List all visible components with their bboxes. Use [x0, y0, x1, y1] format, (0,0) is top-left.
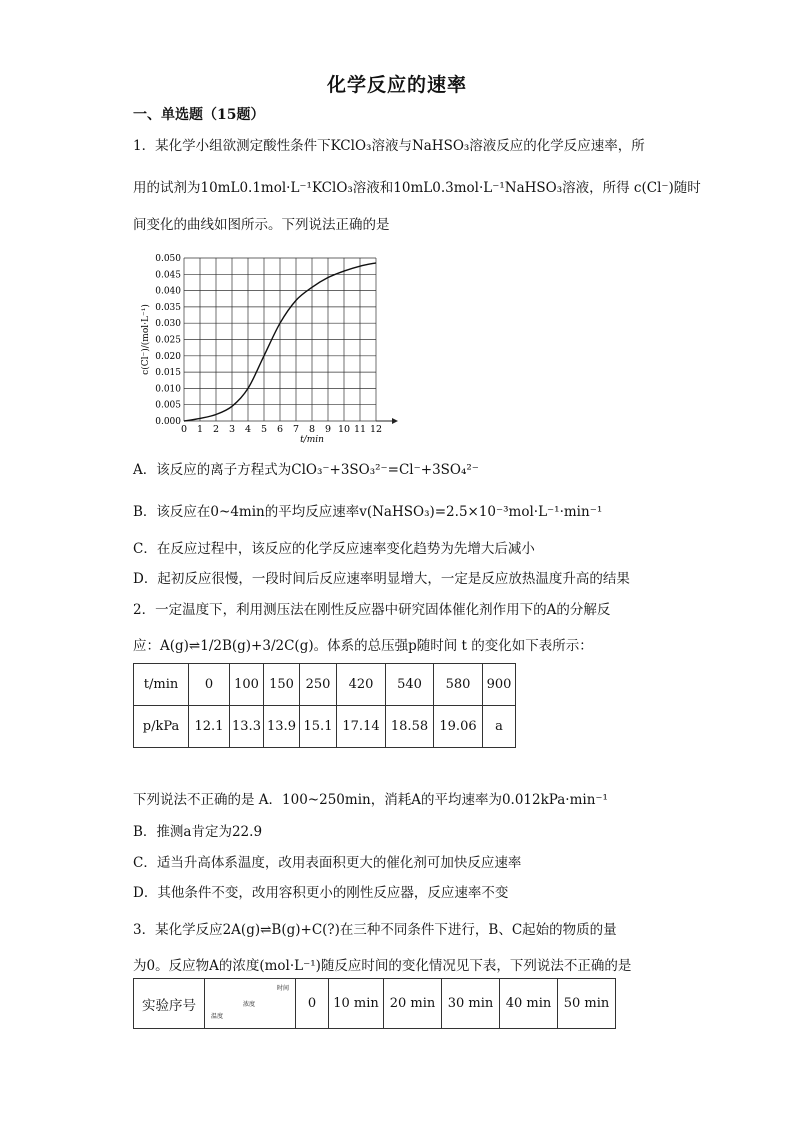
y-tick-label: 0.015	[155, 368, 181, 379]
table-row	[134, 664, 516, 706]
table-cell: 0	[189, 664, 230, 706]
table-cell: 20 min	[384, 979, 442, 1029]
table-cell: 13.3	[230, 706, 264, 748]
page-title: 化学反应的速率	[326, 74, 467, 96]
table-cell: 12.1	[189, 706, 230, 748]
table-cell: t/min	[134, 664, 189, 706]
table-diagonal-header-cell	[205, 979, 296, 1029]
x-tick-label: 0	[180, 424, 188, 435]
y-tick-label: 0.045	[155, 270, 181, 281]
table-row	[134, 706, 516, 748]
q2-option-c: C．适当升高体系温度，改用表面积更大的催化剂可加快反应速率	[133, 855, 522, 871]
y-tick-label: 0.035	[155, 302, 181, 313]
q3-stem-line1: 3．某化学反应2A(g)⇌B(g)+C(?)在三种不同条件下进行，B、C起始的物质的量	[133, 922, 617, 938]
table-row	[134, 979, 616, 1029]
x-tick-label: 9	[324, 424, 332, 435]
diag-label-time: 时间	[276, 985, 289, 992]
diag-label-temp: 温度	[211, 1013, 224, 1020]
y-tick-label: 0.025	[155, 335, 181, 346]
section-heading: 一、单选题（15题）	[133, 107, 265, 123]
table-cell: 18.58	[386, 706, 434, 748]
table-cell: 17.14	[337, 706, 386, 748]
x-axis-label: t/min	[300, 435, 324, 445]
x-tick-label: 6	[276, 424, 284, 435]
q2-stem-line1: 2．一定温度下，利用测压法在刚性反应器中研究固体催化剂作用下的A的分解反	[133, 602, 611, 618]
table-cell: 13.9	[264, 706, 300, 748]
y-axis-label: c(Cl⁻)/(mol·L⁻¹)	[141, 304, 151, 375]
q1-stem-line2: 用的试剂为10mL0.1mol·L⁻¹KClO₃溶液和10mL0.3mol·L⁻¹NaHSO₃溶液，所得 c(Cl⁻)随时	[133, 180, 701, 196]
table-cell: 100	[230, 664, 264, 706]
x-tick-label: 10	[337, 424, 351, 435]
y-tick-label: 0.010	[155, 384, 181, 395]
x-tick-label: 12	[369, 424, 383, 435]
chlorine-concentration-chart	[140, 248, 410, 448]
table-cell: 实验序号	[134, 979, 205, 1029]
q2-pressure-table	[133, 663, 516, 748]
table-cell: p/kPa	[134, 706, 189, 748]
q1-stem-line1: 1．某化学小组欲测定酸性条件下KClO₃溶液与NaHSO₃溶液反应的化学反应速率，所	[133, 138, 645, 154]
x-tick-label: 1	[196, 424, 204, 435]
x-tick-label: 11	[353, 424, 367, 435]
q3-concentration-table	[133, 978, 616, 1029]
table-cell: 150	[264, 664, 300, 706]
table-cell: 540	[386, 664, 434, 706]
table-cell: 40 min	[500, 979, 558, 1029]
y-tick-label: 0.000	[155, 417, 181, 427]
x-tick-label: 4	[244, 424, 252, 435]
q1-option-c: C．在反应过程中，该反应的化学反应速率变化趋势为先增大后减小	[133, 541, 535, 557]
diag-label-conc: 浓度	[243, 1001, 256, 1008]
x-tick-label: 3	[228, 424, 236, 435]
table-cell: 420	[337, 664, 386, 706]
table-cell: 30 min	[442, 979, 500, 1029]
table-cell: 15.1	[300, 706, 337, 748]
y-tick-label: 0.050	[155, 254, 181, 264]
x-axis-arrow	[392, 418, 398, 424]
q2-option-a: 下列说法不正确的是 A．100~250min，消耗A的平均速率为0.012kPa·min⁻¹	[133, 792, 608, 808]
q3-stem-line2: 为0。反应物A的浓度(mol·L⁻¹)随反应时间的变化情况见下表，下列说法不正确的是	[133, 958, 632, 974]
q2-option-d: D．其他条件不变，改用容积更小的刚性反应器，反应速率不变	[133, 885, 509, 901]
x-tick-label: 2	[212, 424, 220, 435]
q1-option-a: A．该反应的离子方程式为ClO₃⁻+3SO₃²⁻=Cl⁻+3SO₄²⁻	[133, 462, 479, 478]
table-cell: 50 min	[558, 979, 616, 1029]
q2-option-b: B．推测a肯定为22.9	[133, 824, 263, 840]
table-cell: 19.06	[434, 706, 483, 748]
table-cell: a	[483, 706, 516, 748]
x-tick-label: 7	[292, 424, 300, 435]
x-tick-label: 5	[260, 424, 268, 435]
q2-stem-line2: 应：A(g)⇌1/2B(g)+3/2C(g)。体系的总压强p随时间 t 的变化如下表所示：	[133, 638, 593, 654]
table-cell: 900	[483, 664, 516, 706]
table-cell: 580	[434, 664, 483, 706]
table-cell: 250	[300, 664, 337, 706]
q1-option-b: B．该反应在0~4min的平均反应速率v(NaHSO₃)=2.5×10⁻³mol·L⁻¹·min⁻¹	[133, 504, 603, 520]
table-cell: 0	[296, 979, 329, 1029]
table-cell: 10 min	[329, 979, 384, 1029]
y-tick-label: 0.040	[155, 286, 181, 297]
y-tick-label: 0.030	[155, 319, 181, 330]
y-tick-label: 0.020	[155, 351, 181, 362]
x-tick-label: 8	[308, 424, 316, 435]
q1-stem-line3: 间变化的曲线如图所示。下列说法正确的是	[133, 217, 390, 233]
y-tick-label: 0.005	[155, 400, 181, 411]
q1-option-d: D．起初反应很慢，一段时间后反应速率明显增大，一定是反应放热温度升高的结果	[133, 571, 630, 587]
